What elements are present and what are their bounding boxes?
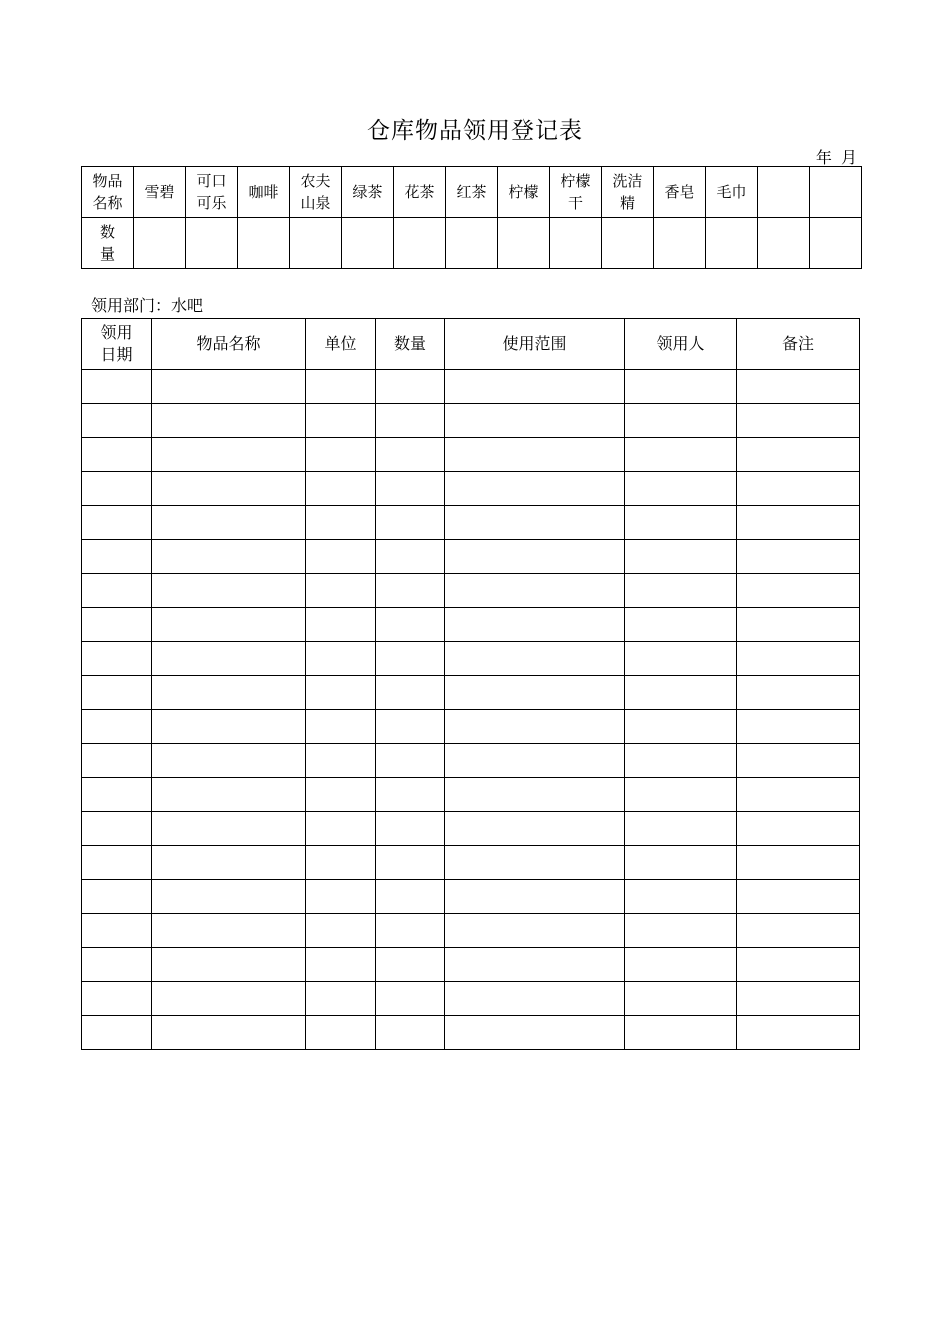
cell-remarks[interactable] bbox=[737, 370, 860, 404]
cell-unit[interactable] bbox=[306, 608, 376, 642]
cell-usage-scope[interactable] bbox=[445, 574, 625, 608]
cell-recipient[interactable] bbox=[625, 370, 737, 404]
cell-usage-scope[interactable] bbox=[445, 438, 625, 472]
qty-cell[interactable] bbox=[446, 218, 498, 269]
item-cell: 香皂 bbox=[654, 167, 706, 218]
cell-unit[interactable] bbox=[306, 642, 376, 676]
cell-recipient[interactable] bbox=[625, 948, 737, 982]
table-row bbox=[82, 472, 860, 506]
year-month-label: 年 月 bbox=[815, 148, 859, 167]
header-usage-scope: 使用范围 bbox=[445, 319, 625, 370]
cell-unit[interactable] bbox=[306, 710, 376, 744]
table-row bbox=[82, 574, 860, 608]
item-cell: 洗洁 精 bbox=[602, 167, 654, 218]
cell-quantity[interactable] bbox=[376, 438, 445, 472]
qty-cell[interactable] bbox=[394, 218, 446, 269]
table-row bbox=[82, 404, 860, 438]
cell-quantity[interactable] bbox=[376, 540, 445, 574]
cell-usage-scope[interactable] bbox=[445, 982, 625, 1016]
cell-item-name[interactable] bbox=[152, 574, 306, 608]
cell-usage-scope[interactable] bbox=[445, 710, 625, 744]
cell-unit[interactable] bbox=[306, 438, 376, 472]
cell-remarks[interactable] bbox=[737, 404, 860, 438]
page-title: 仓库物品领用登记表 bbox=[367, 118, 583, 144]
cell-item-name[interactable] bbox=[152, 506, 306, 540]
cell-usage-scope[interactable] bbox=[445, 370, 625, 404]
table-row bbox=[82, 642, 860, 676]
cell-quantity[interactable] bbox=[376, 506, 445, 540]
cell-item-name[interactable] bbox=[152, 710, 306, 744]
cell-date[interactable] bbox=[82, 506, 152, 540]
cell-remarks[interactable] bbox=[737, 438, 860, 472]
cell-recipient[interactable] bbox=[625, 574, 737, 608]
cell-item-name[interactable] bbox=[152, 948, 306, 982]
cell-usage-scope[interactable] bbox=[445, 948, 625, 982]
cell-quantity[interactable] bbox=[376, 472, 445, 506]
cell-unit[interactable] bbox=[306, 948, 376, 982]
cell-quantity[interactable] bbox=[376, 676, 445, 710]
department-label: 领用部门：水吧 bbox=[91, 296, 204, 315]
table-row bbox=[82, 812, 860, 846]
item-cell: 毛巾 bbox=[706, 167, 758, 218]
qty-cell[interactable] bbox=[498, 218, 550, 269]
cell-item-name[interactable] bbox=[152, 812, 306, 846]
cell-date[interactable] bbox=[82, 914, 152, 948]
cell-recipient[interactable] bbox=[625, 778, 737, 812]
cell-date[interactable] bbox=[82, 438, 152, 472]
cell-recipient[interactable] bbox=[625, 1016, 737, 1050]
table-row bbox=[82, 880, 860, 914]
cell-quantity[interactable] bbox=[376, 370, 445, 404]
cell-item-name[interactable] bbox=[152, 846, 306, 880]
cell-item-name[interactable] bbox=[152, 676, 306, 710]
qty-cell[interactable] bbox=[342, 218, 394, 269]
cell-date[interactable] bbox=[82, 846, 152, 880]
cell-recipient[interactable] bbox=[625, 642, 737, 676]
cell-date[interactable] bbox=[82, 608, 152, 642]
cell-usage-scope[interactable] bbox=[445, 812, 625, 846]
requisition-log-table bbox=[81, 318, 860, 1050]
cell-remarks[interactable] bbox=[737, 506, 860, 540]
table-row bbox=[82, 982, 860, 1016]
cell-unit[interactable] bbox=[306, 574, 376, 608]
cell-usage-scope[interactable] bbox=[445, 914, 625, 948]
cell-quantity[interactable] bbox=[376, 914, 445, 948]
cell-unit[interactable] bbox=[306, 812, 376, 846]
qty-cell[interactable] bbox=[290, 218, 342, 269]
item-cell: 可口 可乐 bbox=[186, 167, 238, 218]
cell-recipient[interactable] bbox=[625, 676, 737, 710]
cell-usage-scope[interactable] bbox=[445, 676, 625, 710]
cell-recipient[interactable] bbox=[625, 506, 737, 540]
cell-item-name[interactable] bbox=[152, 744, 306, 778]
cell-remarks[interactable] bbox=[737, 608, 860, 642]
cell-quantity[interactable] bbox=[376, 846, 445, 880]
table-row bbox=[82, 778, 860, 812]
cell-date[interactable] bbox=[82, 982, 152, 1016]
cell-remarks[interactable] bbox=[737, 982, 860, 1016]
cell-recipient[interactable] bbox=[625, 404, 737, 438]
cell-unit[interactable] bbox=[306, 914, 376, 948]
cell-unit[interactable] bbox=[306, 540, 376, 574]
cell-recipient[interactable] bbox=[625, 472, 737, 506]
cell-remarks[interactable] bbox=[737, 472, 860, 506]
qty-cell[interactable] bbox=[238, 218, 290, 269]
cell-remarks[interactable] bbox=[737, 948, 860, 982]
cell-unit[interactable] bbox=[306, 1016, 376, 1050]
cell-recipient[interactable] bbox=[625, 744, 737, 778]
cell-remarks[interactable] bbox=[737, 846, 860, 880]
qty-cell[interactable] bbox=[758, 218, 810, 269]
qty-cell[interactable] bbox=[134, 218, 186, 269]
table-row bbox=[82, 540, 860, 574]
cell-unit[interactable] bbox=[306, 982, 376, 1016]
cell-usage-scope[interactable] bbox=[445, 880, 625, 914]
cell-item-name[interactable] bbox=[152, 472, 306, 506]
cell-remarks[interactable] bbox=[737, 880, 860, 914]
cell-remarks[interactable] bbox=[737, 744, 860, 778]
cell-unit[interactable] bbox=[306, 880, 376, 914]
item-cell: 红茶 bbox=[446, 167, 498, 218]
qty-cell[interactable] bbox=[706, 218, 758, 269]
cell-quantity[interactable] bbox=[376, 574, 445, 608]
cell-unit[interactable] bbox=[306, 506, 376, 540]
cell-remarks[interactable] bbox=[737, 540, 860, 574]
cell-remarks[interactable] bbox=[737, 914, 860, 948]
cell-item-name[interactable] bbox=[152, 540, 306, 574]
table-row bbox=[82, 846, 860, 880]
table-row bbox=[82, 370, 860, 404]
cell-recipient[interactable] bbox=[625, 982, 737, 1016]
item-cell-empty bbox=[810, 167, 862, 218]
qty-cell[interactable] bbox=[602, 218, 654, 269]
cell-usage-scope[interactable] bbox=[445, 404, 625, 438]
cell-quantity[interactable] bbox=[376, 1016, 445, 1050]
header-remarks: 备注 bbox=[737, 319, 860, 370]
qty-cell[interactable] bbox=[654, 218, 706, 269]
row-label-item-name: 物品 名称 bbox=[82, 167, 134, 218]
cell-quantity[interactable] bbox=[376, 642, 445, 676]
cell-remarks[interactable] bbox=[737, 642, 860, 676]
cell-quantity[interactable] bbox=[376, 948, 445, 982]
cell-date[interactable] bbox=[82, 778, 152, 812]
items-qty-row bbox=[82, 218, 862, 269]
cell-unit[interactable] bbox=[306, 676, 376, 710]
cell-date[interactable] bbox=[82, 1016, 152, 1050]
table-row bbox=[82, 608, 860, 642]
cell-recipient[interactable] bbox=[625, 608, 737, 642]
header-date: 领用 日期 bbox=[82, 319, 152, 370]
cell-date[interactable] bbox=[82, 574, 152, 608]
cell-remarks[interactable] bbox=[737, 778, 860, 812]
cell-recipient[interactable] bbox=[625, 914, 737, 948]
item-cell: 绿茶 bbox=[342, 167, 394, 218]
cell-date[interactable] bbox=[82, 404, 152, 438]
table-row bbox=[82, 710, 860, 744]
cell-usage-scope[interactable] bbox=[445, 778, 625, 812]
header-item-name: 物品名称 bbox=[152, 319, 306, 370]
cell-quantity[interactable] bbox=[376, 982, 445, 1016]
cell-item-name[interactable] bbox=[152, 438, 306, 472]
cell-date[interactable] bbox=[82, 880, 152, 914]
cell-date[interactable] bbox=[82, 710, 152, 744]
qty-cell[interactable] bbox=[810, 218, 862, 269]
cell-date[interactable] bbox=[82, 948, 152, 982]
cell-item-name[interactable] bbox=[152, 914, 306, 948]
cell-unit[interactable] bbox=[306, 778, 376, 812]
cell-unit[interactable] bbox=[306, 744, 376, 778]
cell-usage-scope[interactable] bbox=[445, 846, 625, 880]
table-row bbox=[82, 676, 860, 710]
cell-quantity[interactable] bbox=[376, 710, 445, 744]
qty-cell[interactable] bbox=[186, 218, 238, 269]
cell-date[interactable] bbox=[82, 642, 152, 676]
item-cell: 咖啡 bbox=[238, 167, 290, 218]
cell-date[interactable] bbox=[82, 812, 152, 846]
cell-recipient[interactable] bbox=[625, 710, 737, 744]
header-quantity: 数量 bbox=[376, 319, 445, 370]
cell-usage-scope[interactable] bbox=[445, 608, 625, 642]
cell-date[interactable] bbox=[82, 472, 152, 506]
cell-recipient[interactable] bbox=[625, 846, 737, 880]
table-row bbox=[82, 744, 860, 778]
cell-item-name[interactable] bbox=[152, 642, 306, 676]
cell-quantity[interactable] bbox=[376, 880, 445, 914]
cell-usage-scope[interactable] bbox=[445, 540, 625, 574]
cell-usage-scope[interactable] bbox=[445, 744, 625, 778]
cell-usage-scope[interactable] bbox=[445, 472, 625, 506]
cell-remarks[interactable] bbox=[737, 676, 860, 710]
item-cell: 花茶 bbox=[394, 167, 446, 218]
qty-cell[interactable] bbox=[550, 218, 602, 269]
cell-unit[interactable] bbox=[306, 846, 376, 880]
cell-remarks[interactable] bbox=[737, 1016, 860, 1050]
table-row bbox=[82, 438, 860, 472]
cell-remarks[interactable] bbox=[737, 812, 860, 846]
item-cell: 农夫 山泉 bbox=[290, 167, 342, 218]
cell-quantity[interactable] bbox=[376, 744, 445, 778]
cell-usage-scope[interactable] bbox=[445, 506, 625, 540]
cell-unit[interactable] bbox=[306, 472, 376, 506]
cell-recipient[interactable] bbox=[625, 812, 737, 846]
cell-quantity[interactable] bbox=[376, 778, 445, 812]
item-cell-empty bbox=[758, 167, 810, 218]
header-recipient: 领用人 bbox=[625, 319, 737, 370]
cell-recipient[interactable] bbox=[625, 540, 737, 574]
item-cell: 柠檬 bbox=[498, 167, 550, 218]
item-cell: 雪碧 bbox=[134, 167, 186, 218]
table-row bbox=[82, 506, 860, 540]
cell-item-name[interactable] bbox=[152, 404, 306, 438]
header-unit: 单位 bbox=[306, 319, 376, 370]
cell-quantity[interactable] bbox=[376, 404, 445, 438]
cell-item-name[interactable] bbox=[152, 880, 306, 914]
cell-date[interactable] bbox=[82, 370, 152, 404]
cell-date[interactable] bbox=[82, 540, 152, 574]
cell-item-name[interactable] bbox=[152, 370, 306, 404]
cell-usage-scope[interactable] bbox=[445, 1016, 625, 1050]
cell-item-name[interactable] bbox=[152, 982, 306, 1016]
cell-date[interactable] bbox=[82, 676, 152, 710]
cell-usage-scope[interactable] bbox=[445, 642, 625, 676]
item-cell: 柠檬 干 bbox=[550, 167, 602, 218]
log-body bbox=[82, 370, 860, 1050]
table-row bbox=[82, 948, 860, 982]
cell-date[interactable] bbox=[82, 744, 152, 778]
table-row bbox=[82, 914, 860, 948]
log-header-row bbox=[82, 319, 860, 370]
cell-quantity[interactable] bbox=[376, 608, 445, 642]
items-table bbox=[81, 166, 862, 269]
cell-recipient[interactable] bbox=[625, 438, 737, 472]
table-row bbox=[82, 1016, 860, 1050]
cell-unit[interactable] bbox=[306, 370, 376, 404]
items-name-row bbox=[82, 167, 862, 218]
cell-item-name[interactable] bbox=[152, 1016, 306, 1050]
cell-item-name[interactable] bbox=[152, 608, 306, 642]
cell-quantity[interactable] bbox=[376, 812, 445, 846]
cell-remarks[interactable] bbox=[737, 574, 860, 608]
row-label-quantity: 数 量 bbox=[82, 218, 134, 269]
cell-item-name[interactable] bbox=[152, 778, 306, 812]
cell-recipient[interactable] bbox=[625, 880, 737, 914]
cell-remarks[interactable] bbox=[737, 710, 860, 744]
cell-unit[interactable] bbox=[306, 404, 376, 438]
